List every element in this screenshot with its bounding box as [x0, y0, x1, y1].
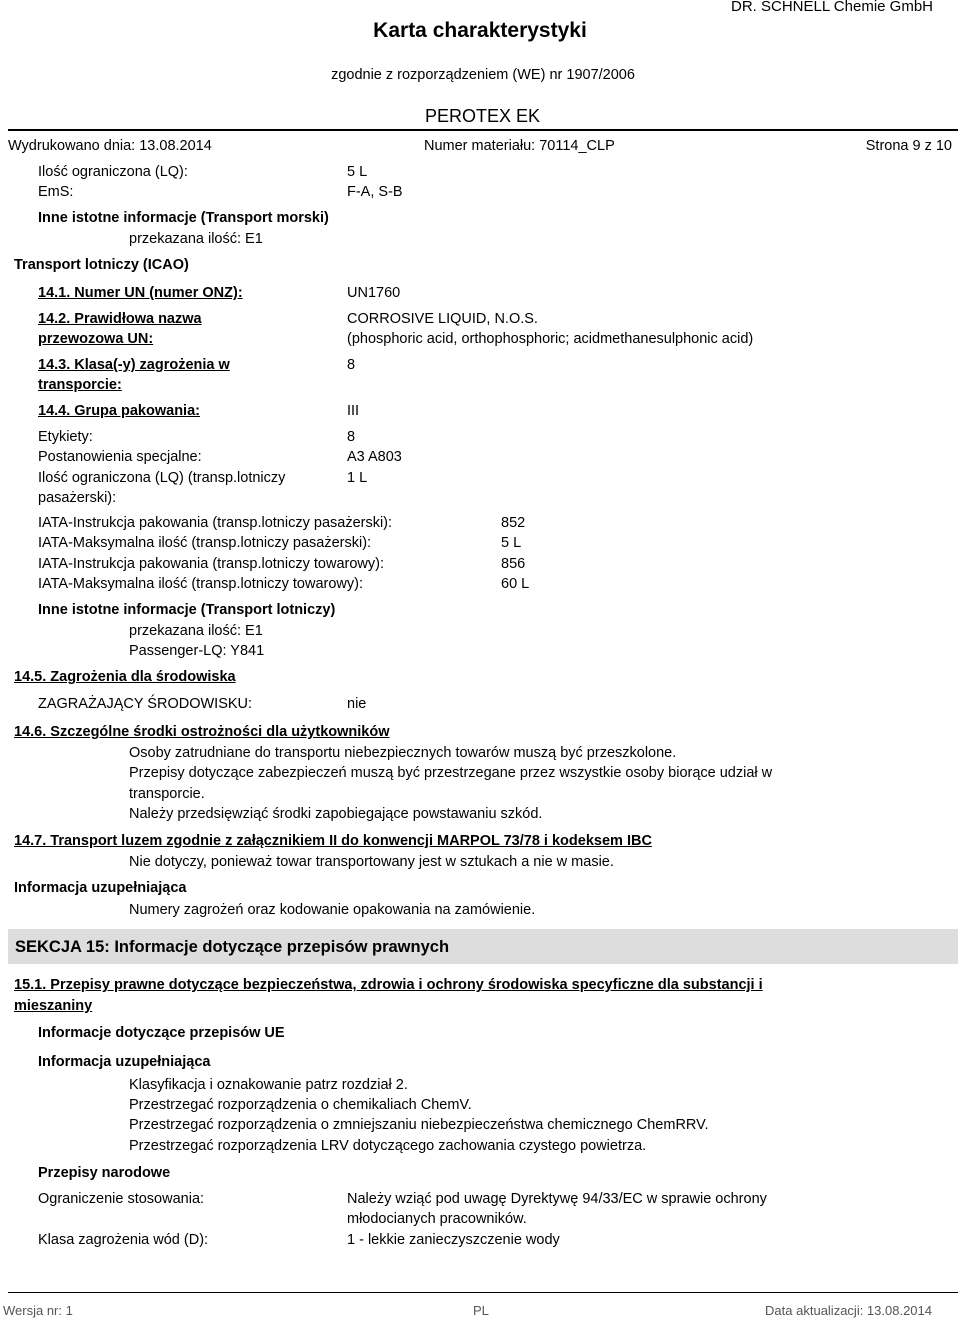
- air-special-label: Postanowienia specjalne:: [38, 449, 202, 465]
- section-15-supp-heading: Informacja uzupełniająca: [38, 1054, 211, 1070]
- air-group-value: III: [347, 403, 360, 419]
- air-name-label-2: przewozowa UN:: [38, 331, 154, 347]
- iata-label: IATA-Instrukcja pakowania (transp.lotniczy towarowy):: [38, 556, 384, 572]
- company-name: DR. SCHNELL Chemie GmbH: [731, 0, 933, 15]
- sea-ems-label: EmS:: [38, 184, 74, 200]
- iata-label: IATA-Maksymalna ilość (transp.lotniczy pasażerski):: [38, 535, 372, 551]
- iata-value: 852: [501, 515, 526, 531]
- water-hazard-label: Klasa zagrożenia wód (D):: [38, 1232, 209, 1248]
- air-other-line-2: Passenger-LQ: Y841: [129, 643, 265, 659]
- iata-value: 856: [501, 556, 526, 572]
- footer-divider: [8, 1292, 958, 1293]
- env-label: ZAGRAŻAJĄCY ŚRODOWISKU:: [38, 696, 253, 712]
- restriction-value-2: młodocianych pracowników.: [347, 1211, 527, 1227]
- air-un-value: UN1760: [347, 285, 401, 301]
- footer-version: Wersja nr: 1: [3, 1303, 73, 1318]
- air-lq-label-1: Ilość ograniczona (LQ) (transp.lotniczy: [38, 470, 286, 486]
- air-name-value-2: (phosphoric acid, orthophosphoric; acidmethanesulphonic acid): [347, 331, 754, 347]
- precautions-heading: 14.6. Szczególne środki ostrożności dla użytkowników: [14, 724, 390, 740]
- document-title: Karta charakterystyki: [373, 19, 587, 42]
- national-regulations-heading: Przepisy narodowe: [38, 1165, 171, 1181]
- supplement-heading: Informacja uzupełniająca: [14, 880, 187, 896]
- env-heading: 14.5. Zagrożenia dla środowiska: [14, 669, 236, 685]
- section-15-supp-line: Przestrzegać rozporządzenia o zmniejszaniu niebezpieczeństwa chemicznego ChemRRV.: [129, 1117, 709, 1133]
- print-date: Wydrukowano dnia: 13.08.2014: [8, 138, 212, 154]
- env-value: nie: [347, 696, 367, 712]
- iata-label: IATA-Instrukcja pakowania (transp.lotniczy pasażerski):: [38, 515, 393, 531]
- page-number: Strona 9 z 10: [865, 138, 952, 154]
- section-15-bar: [8, 929, 958, 964]
- iata-value: 5 L: [501, 535, 522, 551]
- air-special-value: A3 A803: [347, 449, 402, 465]
- restriction-value-1: Należy wziąć pod uwagę Dyrektywę 94/33/EC w sprawie ochrony: [347, 1191, 767, 1207]
- precautions-line: Przepisy dotyczące zabezpieczeń muszą być przestrzegane przez wszystkie osoby biorące udział w: [129, 765, 773, 781]
- air-lq-value: 1 L: [347, 470, 368, 486]
- regulation-reference: zgodnie z rozporządzeniem (WE) nr 1907/2006: [331, 67, 635, 83]
- header-divider: [8, 129, 958, 131]
- marpol-heading: 14.7. Transport luzem zgodnie z załącznikiem II do konwencji MARPOL 73/78 i kodeksem IBC: [14, 833, 652, 849]
- material-number: Numer materiału: 70114_CLP: [424, 138, 615, 154]
- air-labels-value: 8: [347, 429, 356, 445]
- precautions-line: Osoby zatrudniane do transportu niebezpiecznych towarów muszą być przeszkolone.: [129, 745, 677, 761]
- sea-lq-value: 5 L: [347, 164, 368, 180]
- footer-update-date: Data aktualizacji: 13.08.2014: [765, 1303, 932, 1318]
- air-name-value-1: CORROSIVE LIQUID, N.O.S.: [347, 311, 538, 327]
- product-name: PEROTEX EK: [425, 106, 541, 126]
- air-lq-label-2: pasażerski):: [38, 490, 117, 506]
- supplement-text: Numery zagrożeń oraz kodowanie opakowania na zamówienie.: [129, 902, 536, 918]
- air-un-label: 14.1. Numer UN (numer ONZ):: [38, 285, 243, 301]
- air-group-label: 14.4. Grupa pakowania:: [38, 403, 200, 419]
- sea-ems-value: F-A, S-B: [347, 184, 403, 200]
- air-other-heading: Inne istotne informacje (Transport lotniczy): [38, 602, 336, 618]
- air-class-label-2: transporcie:: [38, 377, 122, 393]
- section-15-supp-line: Klasyfikacja i oznakowanie patrz rozdział 2.: [129, 1077, 408, 1093]
- section-15-title: SEKCJA 15: Informacje dotyczące przepisów prawnych: [15, 938, 450, 956]
- precautions-line: transporcie.: [129, 786, 205, 802]
- eu-regulations-heading: Informacje dotyczące przepisów UE: [38, 1025, 285, 1041]
- section-15-supp-line: Przestrzegać rozporządzenia LRV dotyczącego zachowania czystego powietrza.: [129, 1138, 647, 1154]
- air-class-label-1: 14.3. Klasa(-y) zagrożenia w: [38, 357, 230, 373]
- section-15-supp-line: Przestrzegać rozporządzenia o chemikaliach ChemV.: [129, 1097, 472, 1113]
- sea-other-text: przekazana ilość: E1: [129, 231, 263, 247]
- section-15-1-heading-1: 15.1. Przepisy prawne dotyczące bezpieczeństwa, zdrowia i ochrony środowiska specyficzne dla substancji i: [14, 977, 763, 993]
- marpol-text: Nie dotyczy, ponieważ towar transportowany jest w sztukach a nie w masie.: [129, 854, 614, 870]
- section-15-1-heading-2: mieszaniny: [14, 998, 93, 1014]
- air-transport-heading: Transport lotniczy (ICAO): [14, 257, 189, 273]
- air-class-value: 8: [347, 357, 356, 373]
- sea-other-heading: Inne istotne informacje (Transport morski): [38, 210, 329, 226]
- air-name-label-1: 14.2. Prawidłowa nazwa: [38, 311, 202, 327]
- air-labels-label: Etykiety:: [38, 429, 93, 445]
- sea-lq-label: Ilość ograniczona (LQ):: [38, 164, 188, 180]
- footer-language: PL: [473, 1303, 489, 1318]
- air-other-line-1: przekazana ilość: E1: [129, 623, 263, 639]
- water-hazard-value: 1 - lekkie zanieczyszczenie wody: [347, 1232, 560, 1248]
- iata-value: 60 L: [501, 576, 530, 592]
- restriction-label: Ograniczenie stosowania:: [38, 1191, 205, 1207]
- precautions-line: Należy przedsięwziąć środki zapobiegające powstawaniu szkód.: [129, 806, 543, 822]
- iata-label: IATA-Maksymalna ilość (transp.lotniczy towarowy):: [38, 576, 363, 592]
